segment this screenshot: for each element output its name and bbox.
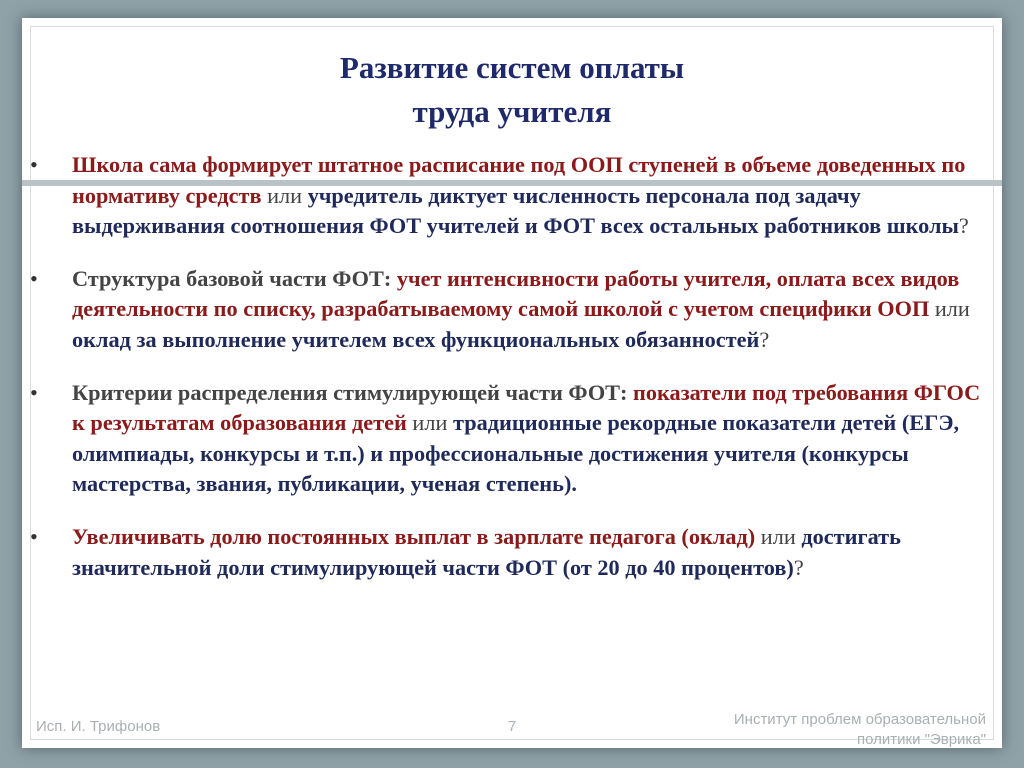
footer-org-line-2: политики "Эврика": [857, 731, 986, 748]
bullet-item: [30, 378, 990, 500]
slide-number: 7: [508, 718, 517, 735]
bullet-segment: ?: [759, 326, 770, 352]
bullet-segment: учредитель диктует численность персонала под задачу выдерживания соотношения ФОТ учителей и ФОТ всех остальных работников школы: [72, 182, 959, 239]
bullet-segment: или: [406, 410, 453, 436]
bullet-segment: оклад за выполнение учителем всех функциональных обязанностей: [72, 326, 760, 352]
bullet-segment: или: [261, 182, 308, 208]
footer-organization: [666, 710, 986, 748]
bullet-segment: Школа сама формирует штатное расписание под ООП ступеней в объеме доведенных по нормативу средств: [72, 152, 966, 208]
bullet-segment: или: [929, 296, 970, 322]
bullet-segment: Критерии распределения стимулирующей части ФОТ:: [72, 379, 634, 405]
bullet-segment: Структура базовой части ФОТ:: [72, 265, 397, 291]
bullet-segment: показатели под требования ФГОС к результатам образования детей: [72, 379, 981, 436]
footer-author: Исп. И. Трифонов: [36, 718, 161, 735]
title-line-2: труда учителя: [412, 94, 612, 129]
bullet-item: [30, 150, 990, 242]
title-line-1: Развитие систем оплаты: [339, 50, 685, 85]
bullet-dot: •: [30, 265, 38, 291]
bullet-segment: или: [755, 523, 802, 549]
bullet-segment: ?: [958, 213, 969, 239]
bullet-segment: достигать значительной доли стимулирующей части ФОТ (от 20 до 40 процентов): [72, 523, 901, 580]
slide: [22, 18, 1002, 748]
bullet-dot: •: [30, 379, 38, 405]
bullet-item: [30, 264, 990, 356]
bullet-segment: учет интенсивности работы учителя, оплата всех видов деятельности по списку, разрабатываемому самой школой с учетом специфики ООП: [72, 265, 960, 322]
bullet-segment: ?: [793, 554, 804, 580]
bullet-list: [30, 150, 990, 583]
slide-title: [22, 46, 1002, 134]
bullet-item: [30, 522, 990, 583]
bullet-dot: •: [30, 523, 38, 549]
footer-org-line-1: Институт проблем образовательной: [733, 711, 986, 728]
bullet-segment: Увеличивать долю постоянных выплат в зарплате педагога (оклад): [72, 523, 756, 549]
bullet-dot: •: [30, 152, 38, 177]
bullet-segment: традиционные рекордные показатели детей (ЕГЭ, олимпиады, конкурсы и т.п.) и профессиональные достижения учителя (конкурсы мастерства, звания, публикации, ученая степень).: [72, 410, 960, 497]
